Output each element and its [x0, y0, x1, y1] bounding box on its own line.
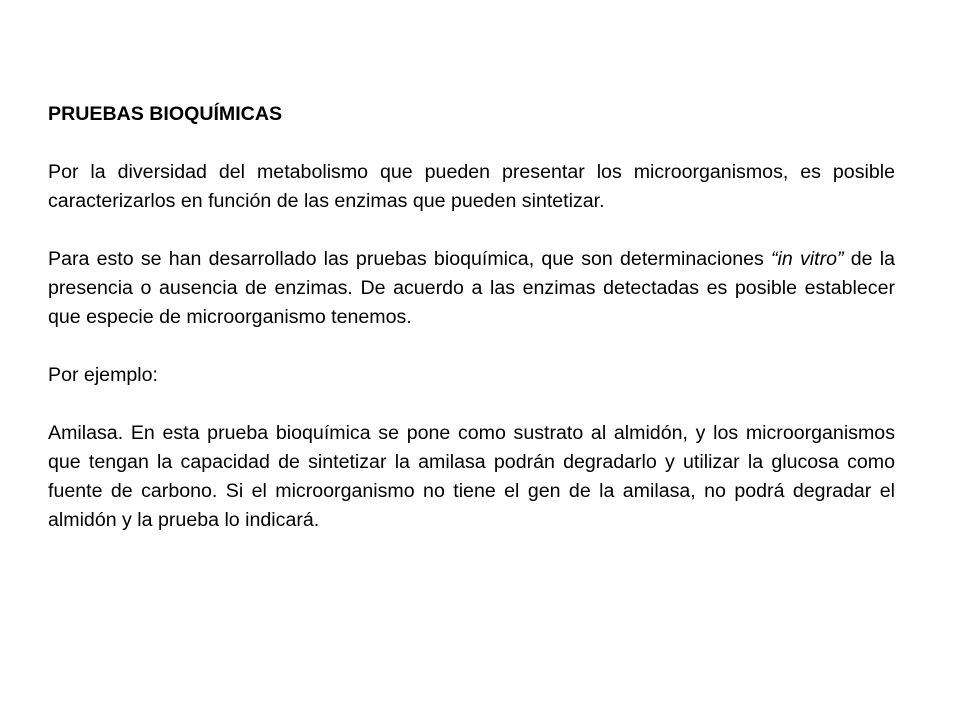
document-body — [48, 100, 895, 535]
paragraph-tests-text-before: Para esto se han desarrollado las pruebas bioquímica, que son determinaciones — [48, 248, 772, 270]
paragraph-tests-italic: “in vitro” — [771, 248, 844, 270]
paragraph-example-label: Por ejemplo: — [48, 364, 158, 386]
paragraph-amylase: Amilasa. En esta prueba bioquímica se pone como sustrato al almidón, y los microorganismos que tengan la capacidad de sintetizar la amilasa podrán degradarlo y utilizar la glucosa como fuente de carbono. Si el microorganismo no tiene el gen de la amilasa, no podrá degradar el almidón y la prueba lo indicará. — [48, 422, 895, 531]
paragraph-tests — [48, 245, 895, 332]
paragraph-tests-text-after: de la presencia o ausencia de enzimas. De acuerdo a las enzimas detectadas es posible establecer que especie de microorganismo tenemos. — [48, 248, 896, 328]
paragraph-intro: Por la diversidad del metabolismo que pueden presentar los microorganismos, es posible caracterizarlos en función de las enzimas que pueden sintetizar. — [48, 161, 895, 212]
document-title: PRUEBAS BIOQUÍMICAS — [48, 103, 283, 125]
